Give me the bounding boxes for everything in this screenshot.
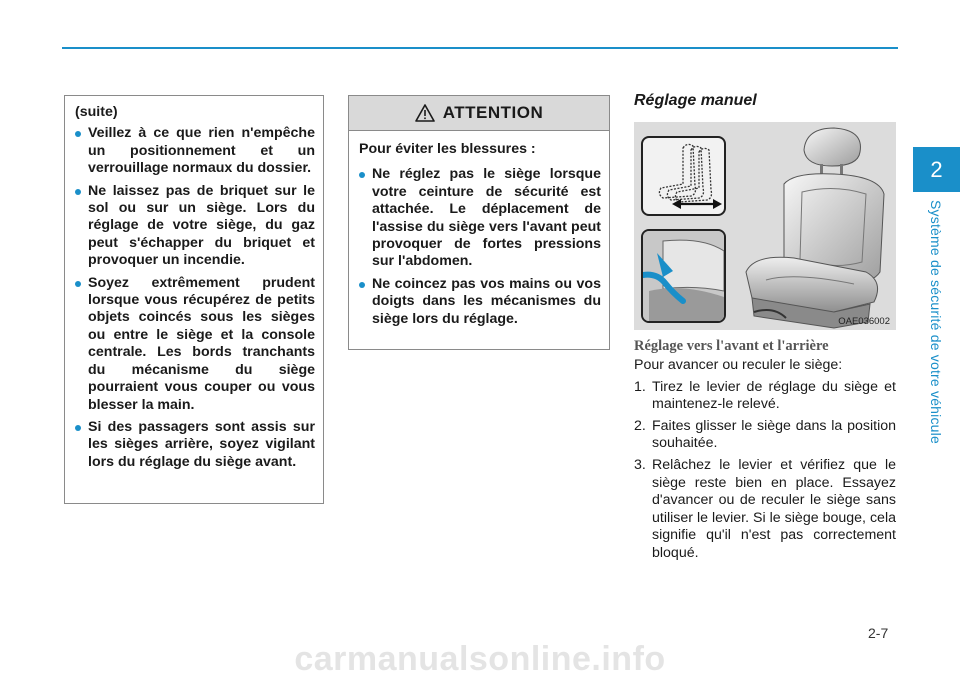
bullet-dot-icon (359, 172, 365, 178)
bullet-dot-icon (359, 282, 365, 288)
seat-illustration (634, 122, 896, 330)
list-item: 2. Faites glisser le siège dans la position souhaitée. (634, 417, 896, 452)
bullet-dot-icon (75, 425, 81, 431)
attention-title: ATTENTION (442, 103, 544, 123)
double-arrow-icon (672, 198, 722, 210)
chapter-tab[interactable] (913, 147, 960, 192)
chapter-number: 2 (930, 156, 943, 182)
chapter-side-title (916, 200, 956, 450)
list-item: Ne coincez pas vos mains ou vos doigts dans les mécanismes du siège lors du réglage. (359, 276, 601, 328)
bullet-dot-icon (75, 189, 81, 195)
warning-list (75, 125, 315, 471)
attention-box (348, 95, 610, 350)
list-item: Soyez extrêmement prudent lorsque vous récupérez de petits objets coincés sous les sièges ou entre le siège et la console centrale. Les bords tranchants du mécanisme du siège pourraient vous couper ou vous blesser la main. (75, 275, 315, 414)
warning-triangle-icon (415, 104, 435, 122)
attention-list (359, 166, 601, 328)
seat-lever-diagram (643, 231, 724, 321)
list-item: Si des passagers sont assis sur les sièges arrière, soyez vigilant lors du réglage du siège avant. (75, 419, 315, 471)
warning-box-continued (64, 95, 324, 504)
page-number: 2-7 (868, 625, 889, 641)
bullet-dot-icon (75, 131, 81, 137)
continued-label: (suite) (75, 104, 118, 120)
section-title: Réglage manuel (634, 92, 757, 109)
seat-lever-inset (641, 229, 726, 323)
instructions-intro: Pour avancer ou reculer le siège: (634, 357, 843, 373)
chapter-title: Système de sécurité de votre véhicule (928, 200, 944, 444)
top-rule (62, 47, 898, 49)
bullet-dot-icon (75, 281, 81, 287)
attention-intro: Pour éviter les blessures : (359, 141, 536, 157)
list-item: Ne laissez pas de briquet sur le sol ou sur un siège. Lors du réglage de votre siège, du gaz peut s'échapper du briquet et provoquer un incendie. (75, 183, 315, 270)
instructions (634, 357, 896, 567)
subsection-title: Réglage vers l'avant et l'arrière (634, 338, 829, 354)
watermark: carmanualsonline.info (294, 640, 666, 678)
steps-list (634, 379, 896, 563)
list-item: Ne réglez pas le siège lorsque votre ceinture de sécurité est attachée. Le déplacement de l'assise du siège vers l'avant peut provoquer de fortes pressions sur l'abdomen. (359, 166, 601, 270)
list-item: 3. Relâchez le levier et vérifiez que le siège reste bien en place. Essayez d'avancer ou de reculer le siège sans utiliser le levier. Si le siège bouge, cela signifie qu'il n'est pas correctement bloqué. (634, 456, 896, 561)
list-item: Veillez à ce que rien n'empêche un positionnement et un verrouillage normaux du dossier. (75, 125, 315, 177)
list-item: 1. Tirez le levier de réglage du siège et maintenez-le relevé. (634, 378, 896, 413)
attention-header (349, 96, 609, 131)
figure-code: OAE036002 (838, 316, 890, 327)
